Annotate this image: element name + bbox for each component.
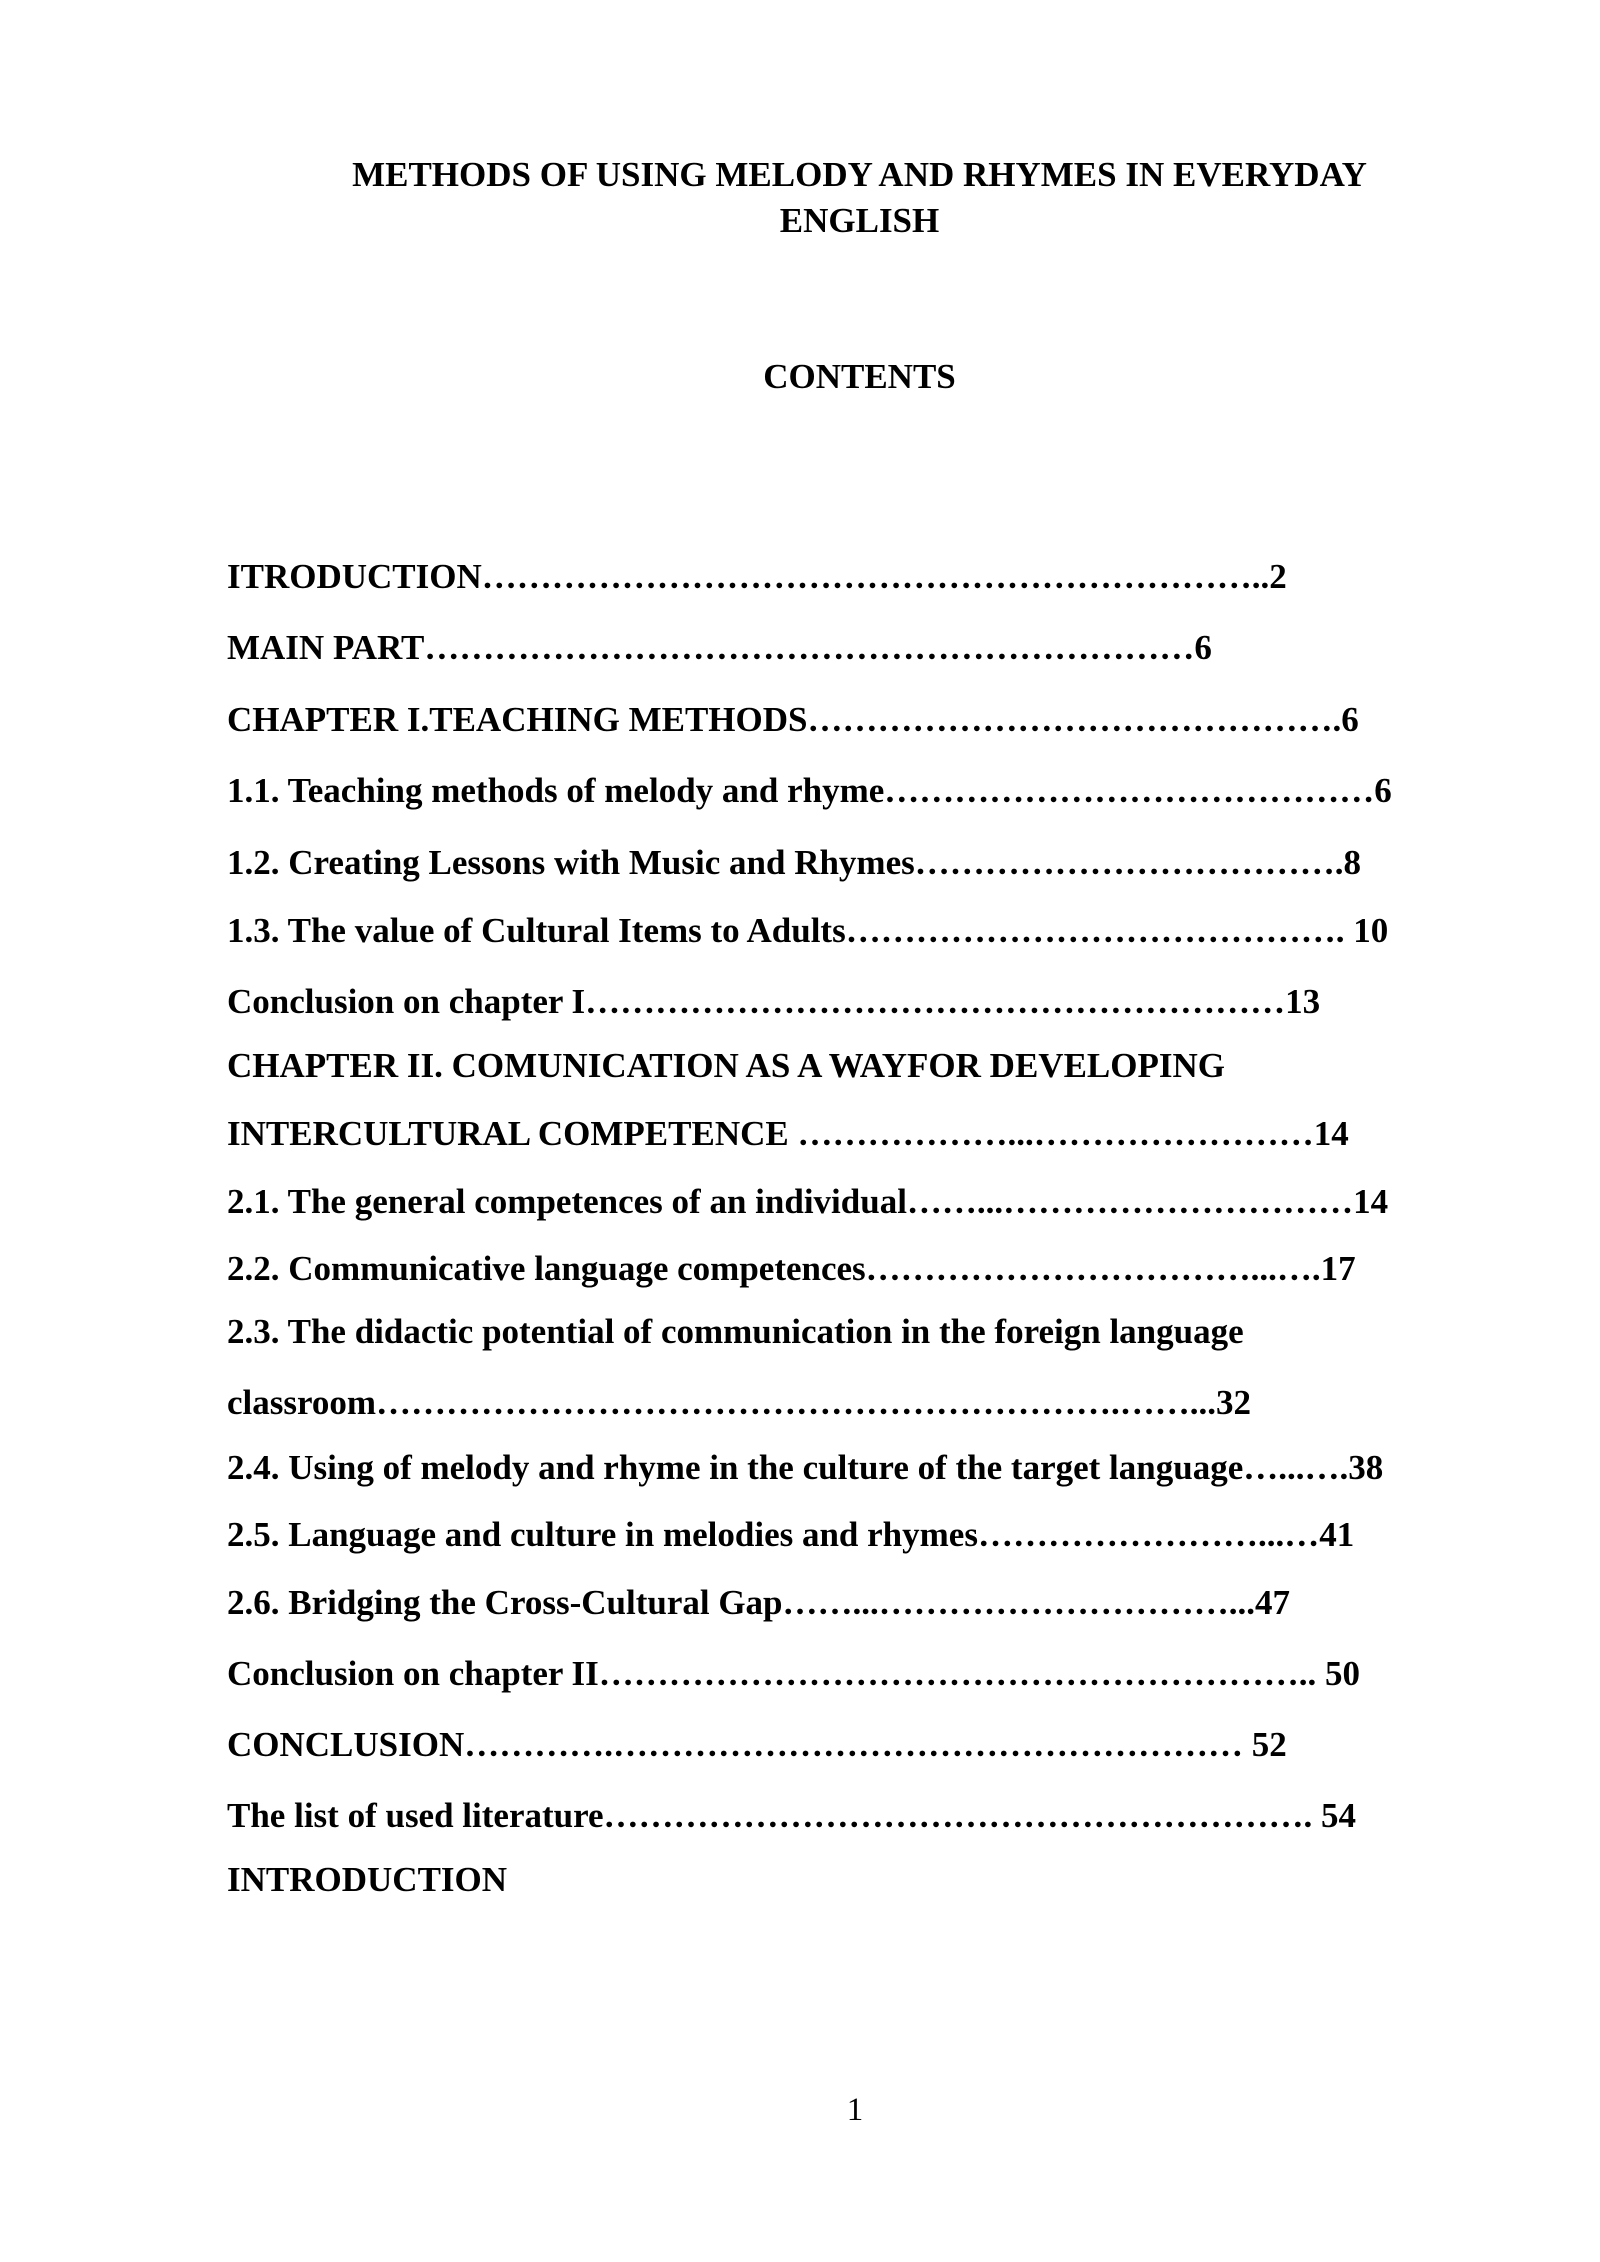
toc-entry: 1.3. The value of Cultural Items to Adults……………………………………. 10 <box>227 911 1389 950</box>
toc-entry: 2.3. The didactic potential of communication in the foreign language <box>227 1312 1244 1351</box>
toc-entry: 2.6. Bridging the Cross-Cultural Gap……...…………………………...47 <box>227 1583 1291 1622</box>
toc-entry: ITRODUCTION…………………………………………………………..2 <box>227 557 1287 596</box>
toc-entry: 2.2. Communicative language competences……………………………...….17 <box>227 1249 1356 1288</box>
document-title-line-1: METHODS OF USING MELODY AND RHYMES IN EVERYDAY <box>352 155 1367 194</box>
toc-entry: 2.1. The general competences of an individual……...…………………………14 <box>227 1182 1389 1221</box>
contents-heading: CONTENTS <box>763 357 956 396</box>
toc-entry: classroom……………………………………………………….……...32 <box>227 1383 1252 1422</box>
page-number: 1 <box>846 2092 864 2128</box>
document-title-line-2: ENGLISH <box>779 201 940 240</box>
toc-entry: Conclusion on chapter II…………………………………………………….. 50 <box>227 1654 1361 1693</box>
toc-entry: The list of used literature……………………………………………………. 54 <box>227 1796 1357 1835</box>
toc-entry: Conclusion on chapter I……………………………………………………13 <box>227 982 1321 1021</box>
toc-entry: CHAPTER II. COMUNICATION AS A WAYFOR DEVELOPING <box>227 1046 1225 1085</box>
toc-entry: INTERCULTURAL COMPETENCE ………………...……………………14 <box>227 1114 1349 1153</box>
toc-entry: 2.5. Language and culture in melodies and rhymes……………………...…41 <box>227 1515 1355 1554</box>
toc-entry: CONCLUSION………….……………………………………………… 52 <box>227 1725 1287 1764</box>
section-heading-introduction: INTRODUCTION <box>227 1860 508 1899</box>
toc-entry: CHAPTER I.TEACHING METHODS……………………………………….6 <box>227 700 1359 739</box>
toc-entry: 1.1. Teaching methods of melody and rhyme……………………………………6 <box>227 771 1392 810</box>
toc-entry: 1.2. Creating Lessons with Music and Rhymes……………………………….8 <box>227 843 1361 882</box>
toc-entry: MAIN PART…………………………………………………………6 <box>227 628 1212 667</box>
toc-entry: 2.4. Using of melody and rhyme in the culture of the target language…...….38 <box>227 1448 1384 1487</box>
